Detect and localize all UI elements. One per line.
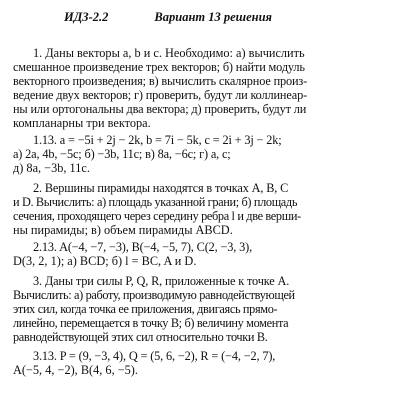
problem-2-line-2: и D. Вычислить: а) площадь указанной грани; б) площадь <box>13 195 298 209</box>
problem-3-line-3: этих сил, когда точка ее приложения, двигаясь прямо- <box>13 302 278 316</box>
problem-1-line-3: векторного произведения; в) вычислить скалярное произ- <box>13 74 308 88</box>
problem-3-line-1: 3. Даны три силы P, Q, R, приложенные к точке A. <box>33 274 290 288</box>
page-header <box>64 10 272 25</box>
problem-3-line-2: Вычислить: а) работу, производимую равнодействующей <box>13 288 295 302</box>
problem-3-line-5: равнодействующей этих сил относительно точки B. <box>13 330 268 344</box>
problem-2-13-items: D(3, 2, 1); а) BCD; б) l = BC, A и D. <box>13 254 197 268</box>
problem-1-line-4: ведение двух векторов; г) проверить, будут ли коллинеар- <box>13 88 308 102</box>
problem-1-line-1: 1. Даны векторы a, b и c. Необходимо: а) вычислить <box>33 46 305 60</box>
problem-1-line-2: смешанное произведение трех векторов; б) найти модуль <box>13 60 305 74</box>
problem-3-line-4: линейно, перемещается в точку B; б) величину момента <box>13 316 289 330</box>
problem-1-13-vectors: 1.13. a = −5i + 2j − 2k, b = 7i − 5k, c = 2i + 3j − 2k; <box>33 133 282 147</box>
problem-2-line-1: 2. Вершины пирамиды находятся в точках A, B, C <box>33 181 289 195</box>
problem-1-line-6: компланарны три вектора. <box>13 116 151 130</box>
problem-3-13-points: A(−5, 4, −2), B(4, 6, −5). <box>13 363 138 377</box>
problem-2-line-3: сечения, проходящего через середину ребра l и две верши- <box>13 209 301 223</box>
problem-2-line-4: ны пирамиды; в) объем пирамиды ABCD. <box>13 223 233 237</box>
problem-1-13-items-cont: д) 8a, −3b, 11c. <box>13 161 90 175</box>
problem-2-13-points: 2.13. A(−4, −7, −3), B(−4, −5, 7), C(2, −3, 3), <box>33 240 253 254</box>
header-title: ИДЗ-2.2 <box>64 10 109 24</box>
problem-1-13-items: а) 2a, 4b, −5c; б) −3b, 11c; в) 8a, −6c; г) a, c; <box>13 147 231 161</box>
problem-1-line-5: ны или ортогональны два вектора; д) проверить, будут ли <box>13 102 307 116</box>
header-variant: Вариант 13 решения <box>154 10 272 24</box>
problem-3-13-forces: 3.13. P = (9, −3, 4), Q = (5, 6, −2), R = (−4, −2, 7), <box>33 349 276 363</box>
